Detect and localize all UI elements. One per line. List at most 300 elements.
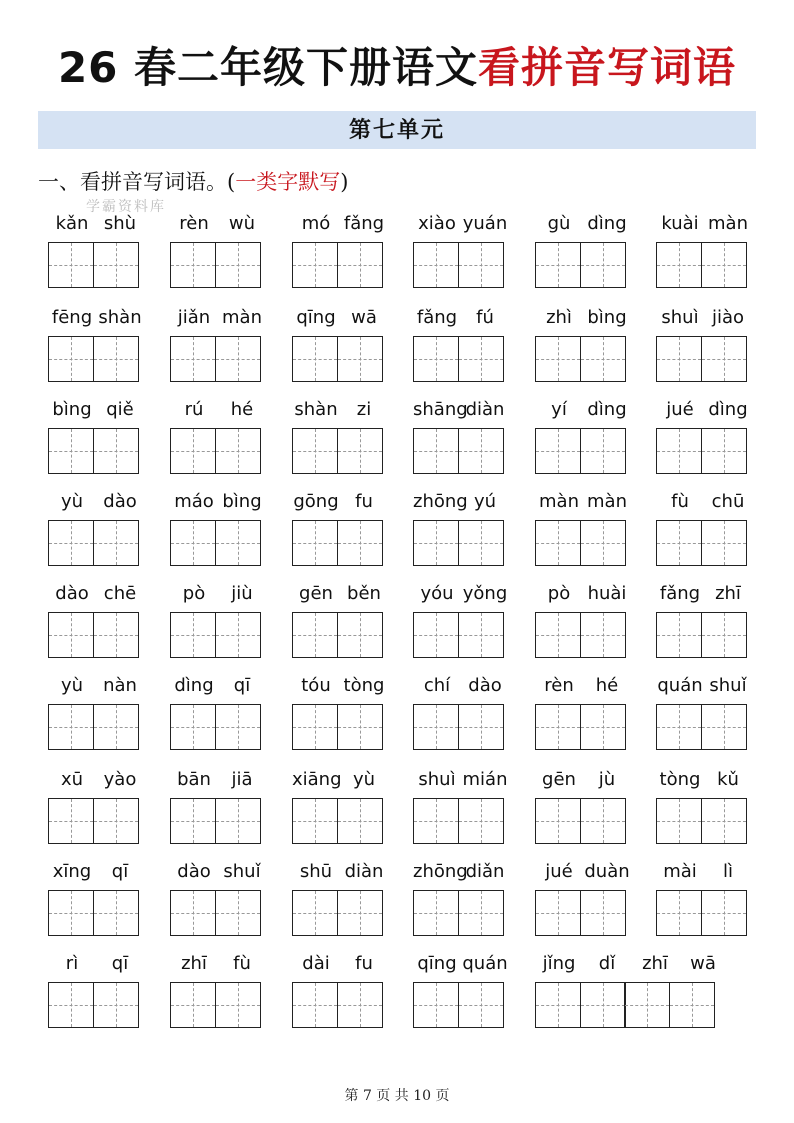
writing-box[interactable] bbox=[48, 242, 94, 288]
pinyin-line bbox=[413, 488, 509, 514]
pinyin-line bbox=[48, 304, 144, 330]
writing-boxes bbox=[48, 242, 144, 288]
writing-box[interactable] bbox=[48, 890, 94, 936]
writing-box[interactable] bbox=[458, 428, 504, 474]
pinyin-syllable: bìng bbox=[222, 490, 262, 512]
writing-box[interactable] bbox=[413, 890, 459, 936]
word-item bbox=[413, 396, 509, 474]
writing-box[interactable] bbox=[458, 242, 504, 288]
writing-box[interactable] bbox=[701, 336, 747, 382]
pinyin-line bbox=[413, 396, 509, 422]
pinyin-syllable: shuì bbox=[418, 768, 456, 790]
writing-boxes bbox=[535, 612, 631, 658]
writing-boxes bbox=[48, 704, 144, 750]
writing-box[interactable] bbox=[215, 890, 261, 936]
writing-box[interactable] bbox=[292, 520, 338, 566]
writing-boxes bbox=[292, 704, 388, 750]
pinyin-line bbox=[170, 210, 266, 236]
writing-boxes bbox=[535, 428, 631, 474]
writing-box[interactable] bbox=[215, 242, 261, 288]
word-item bbox=[413, 858, 509, 936]
pinyin-syllable: chí bbox=[423, 674, 451, 696]
pinyin-syllable: kǎn bbox=[55, 212, 89, 234]
writing-box[interactable] bbox=[170, 336, 216, 382]
pinyin-syllable: fǎng bbox=[416, 306, 458, 328]
pinyin-syllable: qīng bbox=[296, 306, 336, 328]
writing-box[interactable] bbox=[215, 798, 261, 844]
pinyin-line bbox=[413, 672, 509, 698]
writing-box[interactable] bbox=[535, 520, 581, 566]
pinyin-syllable: jiā bbox=[231, 768, 253, 790]
writing-box[interactable] bbox=[413, 428, 459, 474]
word-item bbox=[292, 488, 388, 566]
writing-box[interactable] bbox=[458, 890, 504, 936]
writing-boxes bbox=[535, 890, 631, 936]
writing-box[interactable] bbox=[701, 520, 747, 566]
word-item bbox=[656, 858, 752, 936]
pinyin-syllable: shàn bbox=[98, 306, 142, 328]
writing-box[interactable] bbox=[580, 982, 626, 1028]
word-item bbox=[535, 488, 631, 566]
writing-box[interactable] bbox=[93, 336, 139, 382]
writing-box[interactable] bbox=[535, 336, 581, 382]
pinyin-line bbox=[656, 858, 752, 884]
writing-boxes bbox=[292, 982, 388, 1028]
pinyin-line bbox=[656, 580, 752, 606]
writing-boxes bbox=[48, 428, 144, 474]
pinyin-syllable: dào bbox=[55, 582, 89, 604]
writing-box[interactable] bbox=[458, 798, 504, 844]
writing-box[interactable] bbox=[701, 798, 747, 844]
pinyin-syllable: shuì bbox=[661, 306, 699, 328]
word-item bbox=[413, 766, 509, 844]
writing-box[interactable] bbox=[580, 336, 626, 382]
writing-boxes bbox=[48, 520, 144, 566]
pinyin-syllable: xīng bbox=[52, 860, 92, 882]
pinyin-line bbox=[535, 210, 631, 236]
pinyin-line bbox=[48, 950, 144, 976]
writing-box[interactable] bbox=[93, 798, 139, 844]
pinyin-syllable: lì bbox=[722, 860, 733, 882]
pinyin-line bbox=[656, 766, 752, 792]
writing-box[interactable] bbox=[624, 982, 670, 1028]
pinyin-line bbox=[413, 210, 509, 236]
pinyin-syllable: zhī bbox=[181, 952, 207, 974]
writing-box[interactable] bbox=[535, 704, 581, 750]
pinyin-line bbox=[292, 672, 388, 698]
pinyin-line bbox=[656, 396, 752, 422]
writing-box[interactable] bbox=[215, 704, 261, 750]
writing-boxes bbox=[292, 890, 388, 936]
writing-box[interactable] bbox=[701, 612, 747, 658]
writing-box[interactable] bbox=[535, 798, 581, 844]
word-item bbox=[656, 580, 752, 658]
pinyin-syllable: dài bbox=[302, 952, 330, 974]
writing-box[interactable] bbox=[580, 428, 626, 474]
pinyin-line bbox=[535, 950, 727, 976]
pinyin-syllable: duàn bbox=[584, 860, 630, 882]
writing-box[interactable] bbox=[656, 336, 702, 382]
pinyin-syllable: xū bbox=[60, 768, 84, 790]
writing-box[interactable] bbox=[292, 982, 338, 1028]
writing-box[interactable] bbox=[535, 612, 581, 658]
word-item bbox=[656, 672, 752, 750]
writing-boxes bbox=[170, 612, 266, 658]
writing-box[interactable] bbox=[337, 798, 383, 844]
writing-box[interactable] bbox=[292, 890, 338, 936]
pinyin-syllable: zhì bbox=[546, 306, 572, 328]
pinyin-syllable: dào bbox=[177, 860, 211, 882]
pinyin-line bbox=[170, 858, 266, 884]
writing-boxes bbox=[48, 612, 144, 658]
pinyin-syllable: diǎn bbox=[465, 860, 505, 882]
pinyin-line bbox=[48, 580, 144, 606]
word-item bbox=[292, 210, 388, 288]
writing-box[interactable] bbox=[580, 242, 626, 288]
pinyin-syllable: yào bbox=[103, 768, 137, 790]
pinyin-syllable: màn bbox=[539, 490, 579, 512]
pinyin-syllable: yí bbox=[551, 398, 567, 420]
writing-boxes bbox=[170, 982, 266, 1028]
pinyin-line bbox=[292, 210, 388, 236]
writing-box[interactable] bbox=[458, 336, 504, 382]
writing-box[interactable] bbox=[337, 242, 383, 288]
pinyin-syllable: fù bbox=[233, 952, 251, 974]
pinyin-line bbox=[535, 488, 631, 514]
writing-box[interactable] bbox=[656, 704, 702, 750]
writing-box[interactable] bbox=[48, 336, 94, 382]
writing-boxes bbox=[535, 242, 631, 288]
pinyin-syllable: dìng bbox=[708, 398, 748, 420]
writing-boxes bbox=[535, 704, 631, 750]
word-item bbox=[170, 672, 266, 750]
writing-box[interactable] bbox=[93, 520, 139, 566]
pinyin-syllable: zhī bbox=[715, 582, 741, 604]
pinyin-syllable: chē bbox=[103, 582, 137, 604]
word-item bbox=[535, 858, 631, 936]
writing-box[interactable] bbox=[580, 520, 626, 566]
pinyin-syllable: pò bbox=[182, 582, 206, 604]
writing-box[interactable] bbox=[48, 428, 94, 474]
writing-box[interactable] bbox=[292, 798, 338, 844]
section-heading-close: ) bbox=[340, 170, 349, 194]
pinyin-syllable: wù bbox=[228, 212, 256, 234]
writing-boxes bbox=[656, 428, 752, 474]
pinyin-syllable: jiào bbox=[711, 306, 745, 328]
writing-boxes bbox=[170, 428, 266, 474]
pinyin-syllable: rèn bbox=[179, 212, 209, 234]
pinyin-line bbox=[292, 858, 388, 884]
writing-boxes bbox=[292, 242, 388, 288]
watermark: 学霸资料库 bbox=[86, 199, 166, 215]
word-item bbox=[48, 858, 144, 936]
writing-box[interactable] bbox=[93, 612, 139, 658]
pinyin-line bbox=[48, 766, 144, 792]
pinyin-line bbox=[413, 950, 509, 976]
writing-box[interactable] bbox=[656, 520, 702, 566]
pinyin-syllable: yù bbox=[60, 490, 84, 512]
word-item bbox=[413, 488, 509, 566]
word-item bbox=[535, 766, 631, 844]
pinyin-line bbox=[48, 672, 144, 698]
writing-box[interactable] bbox=[292, 336, 338, 382]
pinyin-syllable: shuǐ bbox=[223, 860, 261, 882]
writing-box[interactable] bbox=[170, 612, 216, 658]
pinyin-syllable: dào bbox=[468, 674, 502, 696]
word-item bbox=[413, 210, 509, 288]
word-item bbox=[48, 488, 144, 566]
writing-box[interactable] bbox=[701, 890, 747, 936]
word-item bbox=[170, 580, 266, 658]
writing-boxes bbox=[413, 704, 509, 750]
pinyin-syllable: kuài bbox=[661, 212, 699, 234]
writing-box[interactable] bbox=[337, 612, 383, 658]
pinyin-syllable: xiāng bbox=[292, 768, 342, 790]
writing-boxes bbox=[48, 336, 144, 382]
word-item bbox=[656, 396, 752, 474]
pinyin-syllable: tòng bbox=[343, 674, 385, 696]
pinyin-line bbox=[656, 488, 752, 514]
pinyin-line bbox=[292, 488, 388, 514]
writing-box[interactable] bbox=[292, 242, 338, 288]
pinyin-syllable: diàn bbox=[465, 398, 505, 420]
writing-boxes bbox=[48, 798, 144, 844]
pinyin-syllable: dìng bbox=[174, 674, 214, 696]
word-item bbox=[48, 210, 144, 288]
writing-boxes bbox=[656, 520, 752, 566]
word-item bbox=[292, 766, 388, 844]
pinyin-syllable: mó bbox=[301, 212, 331, 234]
pinyin-syllable: shū bbox=[299, 860, 333, 882]
pinyin-syllable: fu bbox=[355, 490, 373, 512]
writing-box[interactable] bbox=[413, 612, 459, 658]
pinyin-line bbox=[48, 858, 144, 884]
writing-boxes bbox=[170, 890, 266, 936]
pinyin-syllable: gēn bbox=[542, 768, 576, 790]
writing-box[interactable] bbox=[292, 612, 338, 658]
word-item bbox=[292, 304, 388, 382]
word-item bbox=[656, 488, 752, 566]
pinyin-syllable: chū bbox=[711, 490, 745, 512]
writing-box[interactable] bbox=[458, 982, 504, 1028]
word-item bbox=[413, 580, 509, 658]
pinyin-syllable: huài bbox=[587, 582, 627, 604]
writing-boxes bbox=[413, 890, 509, 936]
word-item bbox=[170, 858, 266, 936]
writing-boxes bbox=[535, 520, 631, 566]
pinyin-line bbox=[535, 858, 631, 884]
writing-box[interactable] bbox=[580, 704, 626, 750]
word-item bbox=[48, 766, 144, 844]
writing-box[interactable] bbox=[215, 520, 261, 566]
pinyin-syllable: qī bbox=[233, 674, 251, 696]
writing-boxes bbox=[535, 798, 631, 844]
pinyin-syllable: fǎng bbox=[343, 212, 385, 234]
pinyin-syllable: bìng bbox=[587, 306, 627, 328]
writing-box[interactable] bbox=[170, 982, 216, 1028]
writing-boxes bbox=[170, 336, 266, 382]
writing-box[interactable] bbox=[93, 890, 139, 936]
writing-boxes bbox=[170, 520, 266, 566]
pinyin-line bbox=[292, 766, 388, 792]
writing-boxes bbox=[292, 798, 388, 844]
pinyin-syllable: yǒng bbox=[462, 582, 508, 604]
word-item bbox=[170, 304, 266, 382]
pinyin-line bbox=[413, 766, 509, 792]
writing-box[interactable] bbox=[215, 612, 261, 658]
writing-box[interactable] bbox=[656, 890, 702, 936]
pinyin-syllable: màn bbox=[222, 306, 262, 328]
pinyin-syllable: zhōng bbox=[413, 860, 468, 882]
writing-boxes bbox=[170, 798, 266, 844]
pinyin-syllable: jǐng bbox=[542, 952, 576, 974]
writing-box[interactable] bbox=[215, 428, 261, 474]
word-item bbox=[292, 950, 388, 1028]
pinyin-line bbox=[535, 396, 631, 422]
pinyin-syllable: fú bbox=[476, 306, 494, 328]
writing-box[interactable] bbox=[48, 982, 94, 1028]
writing-box[interactable] bbox=[215, 982, 261, 1028]
pinyin-syllable: shù bbox=[103, 212, 137, 234]
writing-box[interactable] bbox=[337, 520, 383, 566]
writing-box[interactable] bbox=[93, 242, 139, 288]
writing-boxes bbox=[292, 336, 388, 382]
writing-boxes bbox=[413, 798, 509, 844]
word-item bbox=[535, 396, 631, 474]
writing-boxes bbox=[535, 982, 727, 1028]
pinyin-line bbox=[292, 580, 388, 606]
writing-box[interactable] bbox=[292, 704, 338, 750]
writing-boxes bbox=[656, 704, 752, 750]
writing-box[interactable] bbox=[535, 242, 581, 288]
pinyin-syllable: zhī bbox=[642, 952, 668, 974]
writing-box[interactable] bbox=[413, 704, 459, 750]
writing-boxes bbox=[656, 612, 752, 658]
writing-box[interactable] bbox=[656, 242, 702, 288]
writing-box[interactable] bbox=[215, 336, 261, 382]
pinyin-syllable: máo bbox=[174, 490, 214, 512]
writing-box[interactable] bbox=[413, 520, 459, 566]
writing-box[interactable] bbox=[535, 890, 581, 936]
word-item bbox=[413, 304, 509, 382]
writing-boxes bbox=[170, 704, 266, 750]
pinyin-syllable: màn bbox=[587, 490, 627, 512]
title-highlight: 看拼音写词语 bbox=[478, 43, 737, 92]
writing-box[interactable] bbox=[48, 798, 94, 844]
writing-box[interactable] bbox=[458, 520, 504, 566]
writing-box[interactable] bbox=[413, 798, 459, 844]
writing-box[interactable] bbox=[93, 704, 139, 750]
word-item bbox=[48, 672, 144, 750]
writing-box[interactable] bbox=[535, 428, 581, 474]
pinyin-syllable: tóu bbox=[301, 674, 331, 696]
section-note: 一类字默写 bbox=[235, 170, 341, 194]
writing-box[interactable] bbox=[580, 612, 626, 658]
pinyin-syllable: yù bbox=[352, 768, 376, 790]
writing-box[interactable] bbox=[656, 428, 702, 474]
writing-boxes bbox=[292, 428, 388, 474]
pinyin-line bbox=[535, 672, 631, 698]
writing-box[interactable] bbox=[337, 704, 383, 750]
title-main: 26 春二年级下册语文 bbox=[57, 43, 479, 92]
pinyin-line bbox=[170, 672, 266, 698]
writing-box[interactable] bbox=[458, 704, 504, 750]
writing-box[interactable] bbox=[170, 798, 216, 844]
pinyin-syllable: nàn bbox=[103, 674, 137, 696]
writing-box[interactable] bbox=[93, 982, 139, 1028]
pinyin-syllable: gù bbox=[547, 212, 571, 234]
writing-box[interactable] bbox=[580, 890, 626, 936]
writing-box[interactable] bbox=[580, 798, 626, 844]
word-item bbox=[656, 766, 752, 844]
pinyin-line bbox=[292, 396, 388, 422]
writing-box[interactable] bbox=[535, 982, 581, 1028]
writing-boxes bbox=[413, 336, 509, 382]
pinyin-syllable: yóu bbox=[420, 582, 454, 604]
writing-box[interactable] bbox=[170, 890, 216, 936]
pinyin-syllable: diàn bbox=[344, 860, 384, 882]
pinyin-syllable: quán bbox=[657, 674, 703, 696]
pinyin-syllable: mài bbox=[663, 860, 697, 882]
writing-box[interactable] bbox=[337, 336, 383, 382]
pinyin-syllable: qīng bbox=[417, 952, 457, 974]
writing-boxes bbox=[656, 798, 752, 844]
writing-box[interactable] bbox=[170, 520, 216, 566]
writing-boxes bbox=[413, 242, 509, 288]
writing-boxes bbox=[48, 890, 144, 936]
writing-box[interactable] bbox=[413, 242, 459, 288]
writing-box[interactable] bbox=[669, 982, 715, 1028]
writing-box[interactable] bbox=[170, 242, 216, 288]
word-item bbox=[413, 672, 509, 750]
writing-box[interactable] bbox=[701, 242, 747, 288]
writing-box[interactable] bbox=[93, 428, 139, 474]
writing-box[interactable] bbox=[701, 428, 747, 474]
pinyin-line bbox=[413, 580, 509, 606]
pinyin-line bbox=[656, 210, 752, 236]
pinyin-syllable: gēn bbox=[299, 582, 333, 604]
writing-boxes bbox=[413, 612, 509, 658]
writing-box[interactable] bbox=[337, 428, 383, 474]
writing-boxes bbox=[535, 336, 631, 382]
pinyin-syllable: rèn bbox=[544, 674, 574, 696]
pinyin-syllable: yù bbox=[60, 674, 84, 696]
writing-box[interactable] bbox=[170, 704, 216, 750]
writing-box[interactable] bbox=[48, 704, 94, 750]
writing-box[interactable] bbox=[413, 982, 459, 1028]
writing-box[interactable] bbox=[292, 428, 338, 474]
writing-box[interactable] bbox=[413, 336, 459, 382]
pinyin-syllable: zi bbox=[356, 398, 372, 420]
writing-box[interactable] bbox=[656, 798, 702, 844]
writing-box[interactable] bbox=[48, 612, 94, 658]
word-item bbox=[48, 950, 144, 1028]
writing-box[interactable] bbox=[656, 612, 702, 658]
pinyin-syllable: bìng bbox=[52, 398, 92, 420]
pinyin-syllable: dìng bbox=[587, 212, 627, 234]
word-item bbox=[535, 672, 631, 750]
writing-box[interactable] bbox=[337, 982, 383, 1028]
pinyin-line bbox=[656, 304, 752, 330]
pinyin-syllable: kǔ bbox=[717, 768, 739, 790]
writing-box[interactable] bbox=[170, 428, 216, 474]
writing-box[interactable] bbox=[48, 520, 94, 566]
writing-boxes bbox=[656, 336, 752, 382]
writing-box[interactable] bbox=[458, 612, 504, 658]
writing-box[interactable] bbox=[337, 890, 383, 936]
pinyin-syllable: yuán bbox=[462, 212, 508, 234]
writing-box[interactable] bbox=[701, 704, 747, 750]
